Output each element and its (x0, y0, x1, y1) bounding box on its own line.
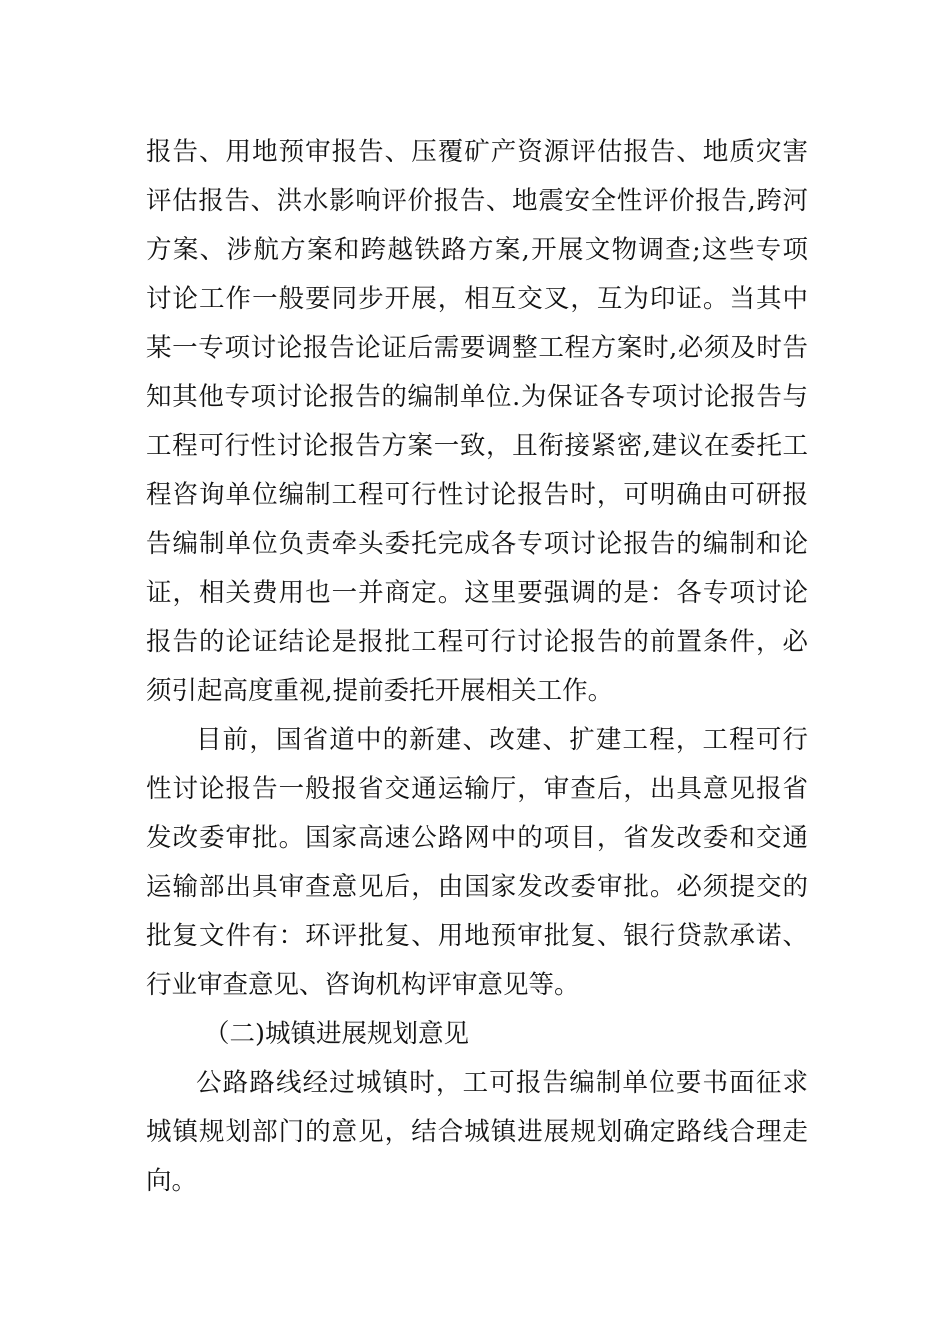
text-line: 报告、用地预审报告、压覆矿产资源评估报告、地质灾害 (146, 137, 808, 167)
text-line: 批复文件有：环评批复、用地预审批复、银行贷款承诺、 (146, 921, 808, 951)
text-line: 告编制单位负责牵头委托完成各专项讨论报告的编制和论 (146, 529, 808, 559)
text-line: 证，相关费用也一并商定。这里要强调的是：各专项讨论 (146, 578, 808, 608)
text-line: 报告的论证结论是报批工程可行讨论报告的前置条件，必 (146, 627, 808, 657)
text-line: 须引起高度重视,提前委托开展相关工作。 (146, 676, 614, 706)
text-line: 方案、涉航方案和跨越铁路方案,开展文物调查;这些专项 (146, 235, 808, 265)
text-line: 向。 (146, 1166, 198, 1196)
text-line: 程咨询单位编制工程可行性讨论报告时，可明确由可研报 (146, 480, 808, 510)
section-heading (146, 1010, 808, 1059)
section-heading-text: （二)城镇进展规划意见 (204, 1019, 469, 1049)
paragraph-approval-process (146, 716, 808, 1010)
paragraph-town-planning (146, 1059, 808, 1206)
text-line: 目前，国省道中的新建、改建、扩建工程，工程可行 (196, 725, 808, 755)
text-line: 评估报告、洪水影响评价报告、地震安全性评价报告,跨河 (146, 186, 808, 216)
text-line: 工程可行性讨论报告方案一致，且衔接紧密,建议在委托工 (146, 431, 808, 461)
text-line: 城镇规划部门的意见，结合城镇进展规划确定路线合理走 (146, 1117, 808, 1147)
text-line: 性讨论报告一般报省交通运输厅，审查后，出具意见报省 (146, 774, 808, 804)
text-line: 某一专项讨论报告论证后需要调整工程方案时,必须及时告 (146, 333, 808, 363)
text-line: 发改委审批。国家高速公路网中的项目，省发改委和交通 (146, 823, 808, 853)
body-text (146, 128, 808, 1206)
text-line: 讨论工作一般要同步开展，相互交叉，互为印证。当其中 (146, 284, 808, 314)
text-line: 公路路线经过城镇时，工可报告编制单位要书面征求 (196, 1068, 808, 1098)
text-line: 知其他专项讨论报告的编制单位.为保证各专项讨论报告与 (146, 382, 808, 412)
paragraph-special-reports (146, 128, 808, 716)
text-line: 运输部出具审查意见后，由国家发改委审批。必须提交的 (146, 872, 808, 902)
text-line: 行业审查意见、咨询机构评审意见等。 (146, 970, 580, 1000)
